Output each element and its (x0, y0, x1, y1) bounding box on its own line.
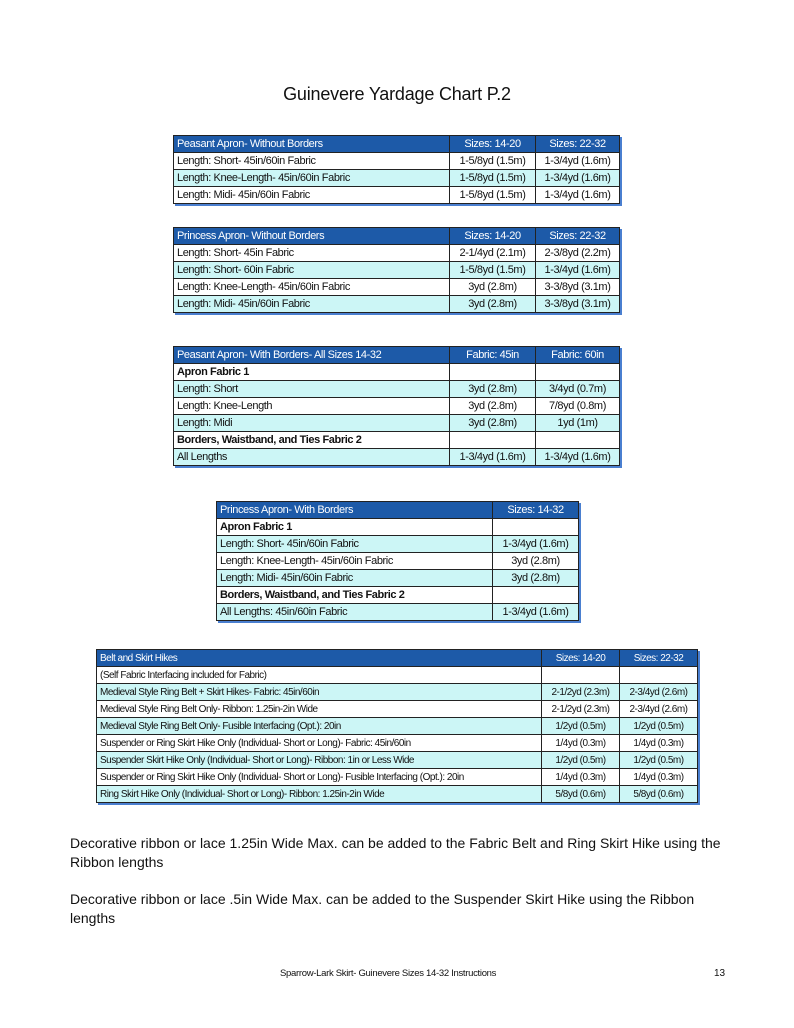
row-value: 1-5/8yd (1.5m) (450, 153, 536, 170)
table-header-cell: Fabric: 60in (536, 347, 620, 364)
peasant-apron-no-borders-table (173, 135, 620, 204)
ribbon-note-belt: Decorative ribbon or lace 1.25in Wide Max. can be added to the Fabric Belt and Ring Skirt Hike using the Ribbon lengths (70, 835, 721, 870)
table-header-cell: Sizes: 22-32 (620, 650, 698, 667)
table-header-cell: Princess Apron- With Borders (217, 502, 493, 519)
row-label: Length: Knee-Length- 45in/60in Fabric (217, 553, 493, 570)
row-value: 3yd (2.8m) (450, 415, 536, 432)
row-label: Ring Skirt Hike Only (Individual- Short or Long)- Ribbon: 1.25in-2in Wide (97, 786, 542, 803)
table-header-cell: Belt and Skirt Hikes (97, 650, 542, 667)
row-label: Length: Short- 45in/60in Fabric (174, 153, 450, 170)
row-value: 3yd (2.8m) (450, 279, 536, 296)
row-value: 2-1/2yd (2.3m) (542, 684, 620, 701)
page-title: Guinevere Yardage Chart P.2 (283, 84, 511, 104)
row-value (542, 667, 620, 684)
row-label: Length: Short- 45in Fabric (174, 245, 450, 262)
ribbon-note-suspender: Decorative ribbon or lace .5in Wide Max. can be added to the Suspender Skirt Hike using the Ribbon lengths (70, 891, 695, 926)
table-row (97, 701, 698, 718)
row-value (493, 587, 579, 604)
row-value: 3yd (2.8m) (450, 398, 536, 415)
row-label: Length: Knee-Length (174, 398, 450, 415)
table-row (97, 684, 698, 701)
row-label: Length: Short- 60in Fabric (174, 262, 450, 279)
table-row (174, 153, 620, 170)
row-value (493, 519, 579, 536)
row-value: 3-3/8yd (3.1m) (536, 279, 620, 296)
table-row (97, 718, 698, 735)
table-row (97, 786, 698, 803)
row-value: 1-5/8yd (1.5m) (450, 262, 536, 279)
row-value: 3yd (2.8m) (450, 296, 536, 313)
row-value: 1-5/8yd (1.5m) (450, 187, 536, 204)
row-value: 7/8yd (0.8m) (536, 398, 620, 415)
row-value: 1-3/4yd (1.6m) (450, 449, 536, 466)
table-row (174, 170, 620, 187)
table-row (174, 187, 620, 204)
table-row (174, 245, 620, 262)
row-label: Suspender or Ring Skirt Hike Only (Individual- Short or Long)- Fusible Interfacing (Opt.): 20in (97, 769, 542, 786)
table-row (217, 536, 579, 553)
row-value: 3yd (2.8m) (493, 570, 579, 587)
row-value (450, 364, 536, 381)
section-label: Apron Fabric 1 (174, 364, 450, 381)
table-header-row (97, 650, 698, 667)
row-value (620, 667, 698, 684)
section-label: Borders, Waistband, and Ties Fabric 2 (174, 432, 450, 449)
footer-text: Sparrow-Lark Skirt- Guinevere Sizes 14-32 Instructions (280, 968, 497, 979)
princess-apron-no-borders-table (173, 227, 620, 313)
table-header-cell: Sizes: 14-32 (493, 502, 579, 519)
table-row (174, 449, 620, 466)
row-value: 3-3/8yd (3.1m) (536, 296, 620, 313)
row-label: Length: Midi- 45in/60in Fabric (217, 570, 493, 587)
row-value: 1-3/4yd (1.6m) (536, 187, 620, 204)
row-value: 1/4yd (0.3m) (620, 769, 698, 786)
row-value: 3yd (2.8m) (493, 553, 579, 570)
row-value: 1-3/4yd (1.6m) (536, 170, 620, 187)
table-row (174, 415, 620, 432)
table-row (217, 553, 579, 570)
section-label: Apron Fabric 1 (217, 519, 493, 536)
table-header-cell: Fabric: 45in (450, 347, 536, 364)
row-label: Length: Midi (174, 415, 450, 432)
table-header-row (174, 228, 620, 245)
row-value (536, 432, 620, 449)
row-value: 1/4yd (0.3m) (542, 769, 620, 786)
row-value: 1/2yd (0.5m) (542, 752, 620, 769)
row-value: 1-3/4yd (1.6m) (536, 262, 620, 279)
row-value: 5/8yd (0.6m) (542, 786, 620, 803)
table-header-cell: Sizes: 22-32 (536, 228, 620, 245)
table-header-row (174, 136, 620, 153)
table-row (174, 262, 620, 279)
row-value: 2-1/2yd (2.3m) (542, 701, 620, 718)
row-label: Length: Midi- 45in/60in Fabric (174, 296, 450, 313)
table-row (97, 735, 698, 752)
princess-apron-with-borders-table (216, 501, 579, 621)
row-label: Suspender or Ring Skirt Hike Only (Individual- Short or Long)- Fabric: 45in/60in (97, 735, 542, 752)
row-value: 1-5/8yd (1.5m) (450, 170, 536, 187)
row-label: Length: Short- 45in/60in Fabric (217, 536, 493, 553)
row-value (450, 432, 536, 449)
row-label: Suspender Skirt Hike Only (Individual- Short or Long)- Ribbon: 1in or Less Wide (97, 752, 542, 769)
row-value: 1-3/4yd (1.6m) (536, 153, 620, 170)
table-header-cell: Sizes: 14-20 (542, 650, 620, 667)
row-value: 5/8yd (0.6m) (620, 786, 698, 803)
row-value: 2-1/4yd (2.1m) (450, 245, 536, 262)
row-value: 1/4yd (0.3m) (620, 735, 698, 752)
table-row (97, 752, 698, 769)
table-section-row (174, 364, 620, 381)
table-header-cell: Peasant Apron- Without Borders (174, 136, 450, 153)
table-row (174, 381, 620, 398)
row-value: 1/2yd (0.5m) (620, 752, 698, 769)
table-header-row (174, 347, 620, 364)
row-value: 1-3/4yd (1.6m) (493, 536, 579, 553)
page-number: 13 (714, 968, 726, 979)
row-label: Medieval Style Ring Belt Only- Fusible Interfacing (Opt.): 20in (97, 718, 542, 735)
row-label: Length: Short (174, 381, 450, 398)
section-label: Borders, Waistband, and Ties Fabric 2 (217, 587, 493, 604)
row-value: 1-3/4yd (1.6m) (493, 604, 579, 621)
table-row (174, 398, 620, 415)
table-header-cell: Sizes: 22-32 (536, 136, 620, 153)
row-label: Medieval Style Ring Belt + Skirt Hikes- Fabric: 45in/60in (97, 684, 542, 701)
table-row (97, 667, 698, 684)
table-row (217, 570, 579, 587)
row-value (536, 364, 620, 381)
table-header-cell: Sizes: 14-20 (450, 228, 536, 245)
row-value: 2-3/4yd (2.6m) (620, 684, 698, 701)
table-row (97, 769, 698, 786)
row-label: Length: Knee-Length- 45in/60in Fabric (174, 279, 450, 296)
row-label: Length: Midi- 45in/60in Fabric (174, 187, 450, 204)
table-section-row (174, 432, 620, 449)
row-value: 1/2yd (0.5m) (620, 718, 698, 735)
row-value: 3yd (2.8m) (450, 381, 536, 398)
row-value: 2-3/4yd (2.6m) (620, 701, 698, 718)
table-row (174, 296, 620, 313)
row-label: Medieval Style Ring Belt Only- Ribbon: 1.25in-2in Wide (97, 701, 542, 718)
table-row (217, 604, 579, 621)
peasant-apron-with-borders-table (173, 346, 620, 466)
table-row (174, 279, 620, 296)
row-value: 1/4yd (0.3m) (542, 735, 620, 752)
row-value: 1yd (1m) (536, 415, 620, 432)
row-label: All Lengths (174, 449, 450, 466)
belt-and-skirt-hikes-table (96, 649, 698, 803)
table-section-row (217, 587, 579, 604)
row-value: 3/4yd (0.7m) (536, 381, 620, 398)
table-header-cell: Princess Apron- Without Borders (174, 228, 450, 245)
row-label: Length: Knee-Length- 45in/60in Fabric (174, 170, 450, 187)
table-header-cell: Peasant Apron- With Borders- All Sizes 14-32 (174, 347, 450, 364)
row-value: 2-3/8yd (2.2m) (536, 245, 620, 262)
table-header-row (217, 502, 579, 519)
row-label: (Self Fabric Interfacing included for Fabric) (97, 667, 542, 684)
table-section-row (217, 519, 579, 536)
row-label: All Lengths: 45in/60in Fabric (217, 604, 493, 621)
row-value: 1-3/4yd (1.6m) (536, 449, 620, 466)
row-value: 1/2yd (0.5m) (542, 718, 620, 735)
table-header-cell: Sizes: 14-20 (450, 136, 536, 153)
